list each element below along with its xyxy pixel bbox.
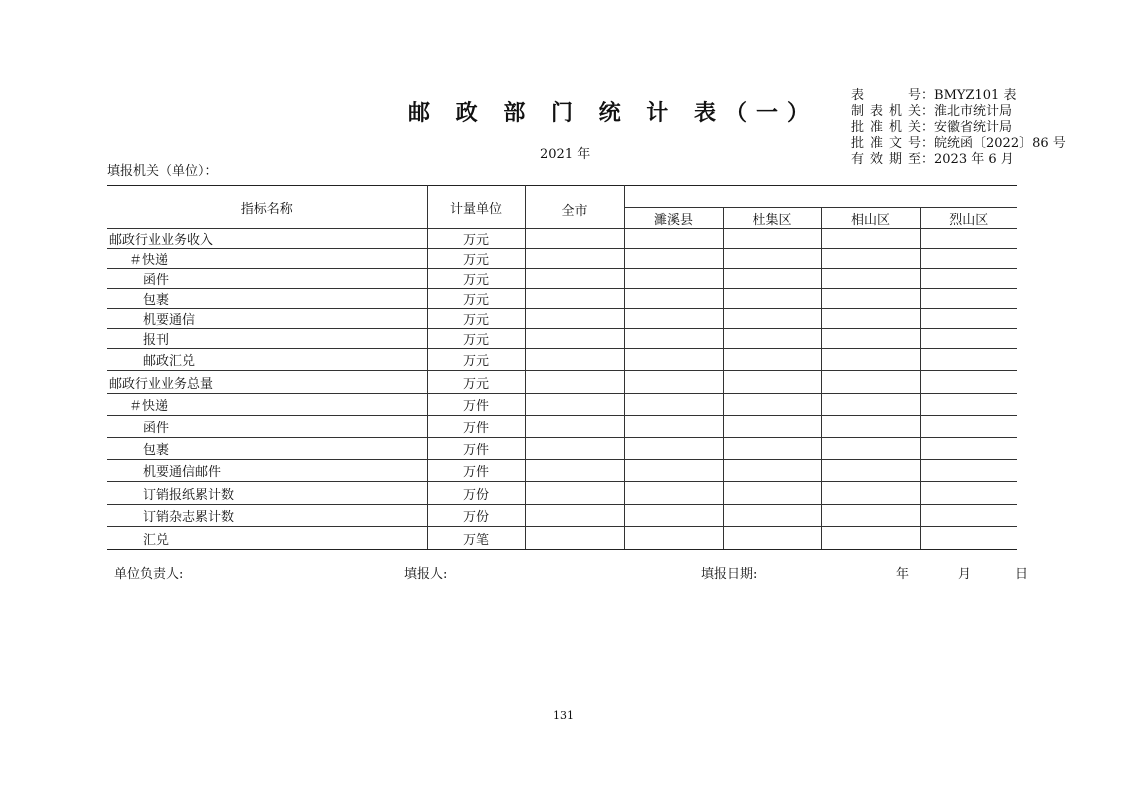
- meta-row: 批准文号 ： 皖统函〔2022〕86 号: [851, 136, 1066, 151]
- row-indicator-name: 邮政汇兑: [107, 349, 427, 371]
- meta-label: 有效期至: [851, 152, 921, 167]
- table-row: [107, 349, 1017, 371]
- value-cell[interactable]: [821, 289, 920, 309]
- value-cell[interactable]: [821, 269, 920, 289]
- meta-value: BMYZ101 表: [934, 88, 1017, 103]
- value-cell[interactable]: [624, 505, 723, 527]
- value-cell[interactable]: [920, 309, 1017, 329]
- header-indicator: 指标名称: [107, 186, 427, 229]
- meta-value: 皖统函〔2022〕86 号: [934, 136, 1066, 151]
- value-cell[interactable]: [723, 416, 821, 438]
- value-cell[interactable]: [920, 371, 1017, 394]
- value-cell[interactable]: [723, 505, 821, 527]
- value-cell[interactable]: [624, 289, 723, 309]
- value-cell[interactable]: [821, 229, 920, 249]
- row-unit: 万件: [427, 416, 525, 438]
- header-district: 相山区: [821, 208, 920, 229]
- value-cell[interactable]: [624, 349, 723, 371]
- report-year: 2021 年: [540, 147, 591, 162]
- value-cell[interactable]: [723, 329, 821, 349]
- table-row: [107, 527, 1017, 550]
- row-unit: 万元: [427, 371, 525, 394]
- row-indicator-name: 邮政行业业务收入: [107, 229, 427, 249]
- row-indicator-name: 订销杂志累计数: [107, 505, 427, 527]
- value-cell[interactable]: [821, 249, 920, 269]
- row-unit: 万元: [427, 249, 525, 269]
- row-unit: 万件: [427, 438, 525, 460]
- value-cell[interactable]: [920, 438, 1017, 460]
- table-row: [107, 309, 1017, 329]
- header-district: 濉溪县: [624, 208, 723, 229]
- value-cell[interactable]: [525, 460, 624, 482]
- value-cell[interactable]: [525, 229, 624, 249]
- table-row: [107, 416, 1017, 438]
- date-day: 日: [1015, 567, 1029, 582]
- row-indicator-name: 包裹: [107, 438, 427, 460]
- value-cell[interactable]: [920, 289, 1017, 309]
- value-cell[interactable]: [920, 269, 1017, 289]
- form-meta: [851, 88, 1071, 168]
- value-cell[interactable]: [723, 527, 821, 550]
- row-indicator-name: 订销报纸累计数: [107, 482, 427, 505]
- leader-label: 单位负责人:: [114, 567, 184, 582]
- value-cell[interactable]: [525, 349, 624, 371]
- value-cell[interactable]: [723, 482, 821, 505]
- row-indicator-name: 汇兑: [107, 527, 427, 550]
- table-row: [107, 482, 1017, 505]
- value-cell[interactable]: [723, 394, 821, 416]
- row-indicator-name: 报刊: [107, 329, 427, 349]
- value-cell[interactable]: [723, 371, 821, 394]
- value-cell[interactable]: [525, 505, 624, 527]
- value-cell[interactable]: [920, 329, 1017, 349]
- value-cell[interactable]: [624, 249, 723, 269]
- header-row: [107, 186, 1017, 208]
- value-cell[interactable]: [821, 309, 920, 329]
- table-row: [107, 371, 1017, 394]
- date-month: 月: [958, 567, 972, 582]
- table-row: [107, 394, 1017, 416]
- value-cell[interactable]: [920, 416, 1017, 438]
- value-cell[interactable]: [723, 269, 821, 289]
- value-cell[interactable]: [821, 460, 920, 482]
- value-cell[interactable]: [821, 329, 920, 349]
- value-cell[interactable]: [624, 329, 723, 349]
- value-cell[interactable]: [821, 505, 920, 527]
- value-cell[interactable]: [920, 249, 1017, 269]
- meta-label: 批准文号: [851, 136, 921, 151]
- value-cell[interactable]: [920, 505, 1017, 527]
- value-cell[interactable]: [821, 349, 920, 371]
- row-indicator-name: 函件: [107, 416, 427, 438]
- value-cell[interactable]: [723, 460, 821, 482]
- row-indicator-name: 函件: [107, 269, 427, 289]
- table-row: [107, 438, 1017, 460]
- value-cell[interactable]: [624, 394, 723, 416]
- value-cell[interactable]: [821, 438, 920, 460]
- table-row: [107, 460, 1017, 482]
- row-unit: 万件: [427, 394, 525, 416]
- value-cell[interactable]: [920, 394, 1017, 416]
- value-cell[interactable]: [624, 309, 723, 329]
- row-unit: 万元: [427, 349, 525, 371]
- value-cell[interactable]: [821, 482, 920, 505]
- header-spacer: [624, 186, 1017, 208]
- filler-label: 填报机关（单位）：: [107, 164, 218, 179]
- value-cell[interactable]: [624, 438, 723, 460]
- table-row: [107, 269, 1017, 289]
- page-number: 131: [553, 709, 574, 722]
- row-unit: 万份: [427, 505, 525, 527]
- row-indicator-name: 机要通信: [107, 309, 427, 329]
- row-unit: 万元: [427, 229, 525, 249]
- value-cell[interactable]: [525, 329, 624, 349]
- value-cell[interactable]: [525, 527, 624, 550]
- header-city: 全市: [525, 186, 624, 229]
- filler-person-label: 填报人:: [404, 567, 448, 582]
- value-cell[interactable]: [723, 349, 821, 371]
- value-cell[interactable]: [525, 394, 624, 416]
- row-unit: 万份: [427, 482, 525, 505]
- meta-value: 淮北市统计局: [934, 104, 1013, 119]
- row-indicator-name: ＃快递: [107, 249, 427, 269]
- meta-value: 2023 年 6 月: [934, 152, 1014, 167]
- value-cell[interactable]: [723, 438, 821, 460]
- value-cell[interactable]: [920, 482, 1017, 505]
- value-cell[interactable]: [624, 269, 723, 289]
- value-cell[interactable]: [525, 416, 624, 438]
- table-row: [107, 289, 1017, 309]
- value-cell[interactable]: [525, 482, 624, 505]
- header-district: 烈山区: [920, 208, 1017, 229]
- value-cell[interactable]: [624, 229, 723, 249]
- row-unit: 万元: [427, 329, 525, 349]
- value-cell[interactable]: [723, 309, 821, 329]
- meta-label: 表 号: [851, 88, 921, 103]
- value-cell[interactable]: [624, 416, 723, 438]
- row-unit: 万件: [427, 460, 525, 482]
- value-cell[interactable]: [525, 438, 624, 460]
- value-cell[interactable]: [723, 229, 821, 249]
- table-row: [107, 329, 1017, 349]
- value-cell[interactable]: [525, 269, 624, 289]
- value-cell[interactable]: [920, 349, 1017, 371]
- value-cell[interactable]: [624, 527, 723, 550]
- value-cell[interactable]: [821, 527, 920, 550]
- row-unit: 万元: [427, 289, 525, 309]
- table-title: 邮 政 部 门 统 计 表（一）: [408, 101, 818, 126]
- statistics-table: [107, 185, 1017, 550]
- meta-row: 表 号 ： BMYZ101 表: [851, 88, 1017, 103]
- value-cell[interactable]: [920, 527, 1017, 550]
- date-year: 年: [896, 567, 910, 582]
- value-cell[interactable]: [920, 229, 1017, 249]
- value-cell[interactable]: [624, 371, 723, 394]
- header-district: 杜集区: [723, 208, 821, 229]
- value-cell[interactable]: [525, 309, 624, 329]
- row-indicator-name: ＃快递: [107, 394, 427, 416]
- value-cell[interactable]: [821, 416, 920, 438]
- value-cell[interactable]: [525, 371, 624, 394]
- table-row: [107, 505, 1017, 527]
- fill-date-label: 填报日期:: [701, 567, 758, 582]
- value-cell[interactable]: [525, 289, 624, 309]
- header-unit: 计量单位: [427, 186, 525, 229]
- value-cell[interactable]: [821, 394, 920, 416]
- row-indicator-name: 包裹: [107, 289, 427, 309]
- meta-label: 批准机关: [851, 120, 921, 135]
- value-cell[interactable]: [723, 289, 821, 309]
- meta-row: 制表机关 ： 淮北市统计局: [851, 104, 1013, 119]
- table-row: [107, 249, 1017, 269]
- row-unit: 万元: [427, 309, 525, 329]
- value-cell[interactable]: [525, 249, 624, 269]
- meta-label: 制表机关: [851, 104, 921, 119]
- row-unit: 万元: [427, 269, 525, 289]
- row-unit: 万笔: [427, 527, 525, 550]
- meta-row: 有效期至 ： 2023 年 6 月: [851, 152, 1014, 167]
- value-cell[interactable]: [624, 460, 723, 482]
- meta-row: 批准机关 ： 安徽省统计局: [851, 120, 1013, 135]
- value-cell[interactable]: [624, 482, 723, 505]
- row-indicator-name: 机要通信邮件: [107, 460, 427, 482]
- row-indicator-name: 邮政行业业务总量: [107, 371, 427, 394]
- meta-value: 安徽省统计局: [934, 120, 1013, 135]
- value-cell[interactable]: [723, 249, 821, 269]
- table-row: [107, 229, 1017, 249]
- value-cell[interactable]: [821, 371, 920, 394]
- value-cell[interactable]: [920, 460, 1017, 482]
